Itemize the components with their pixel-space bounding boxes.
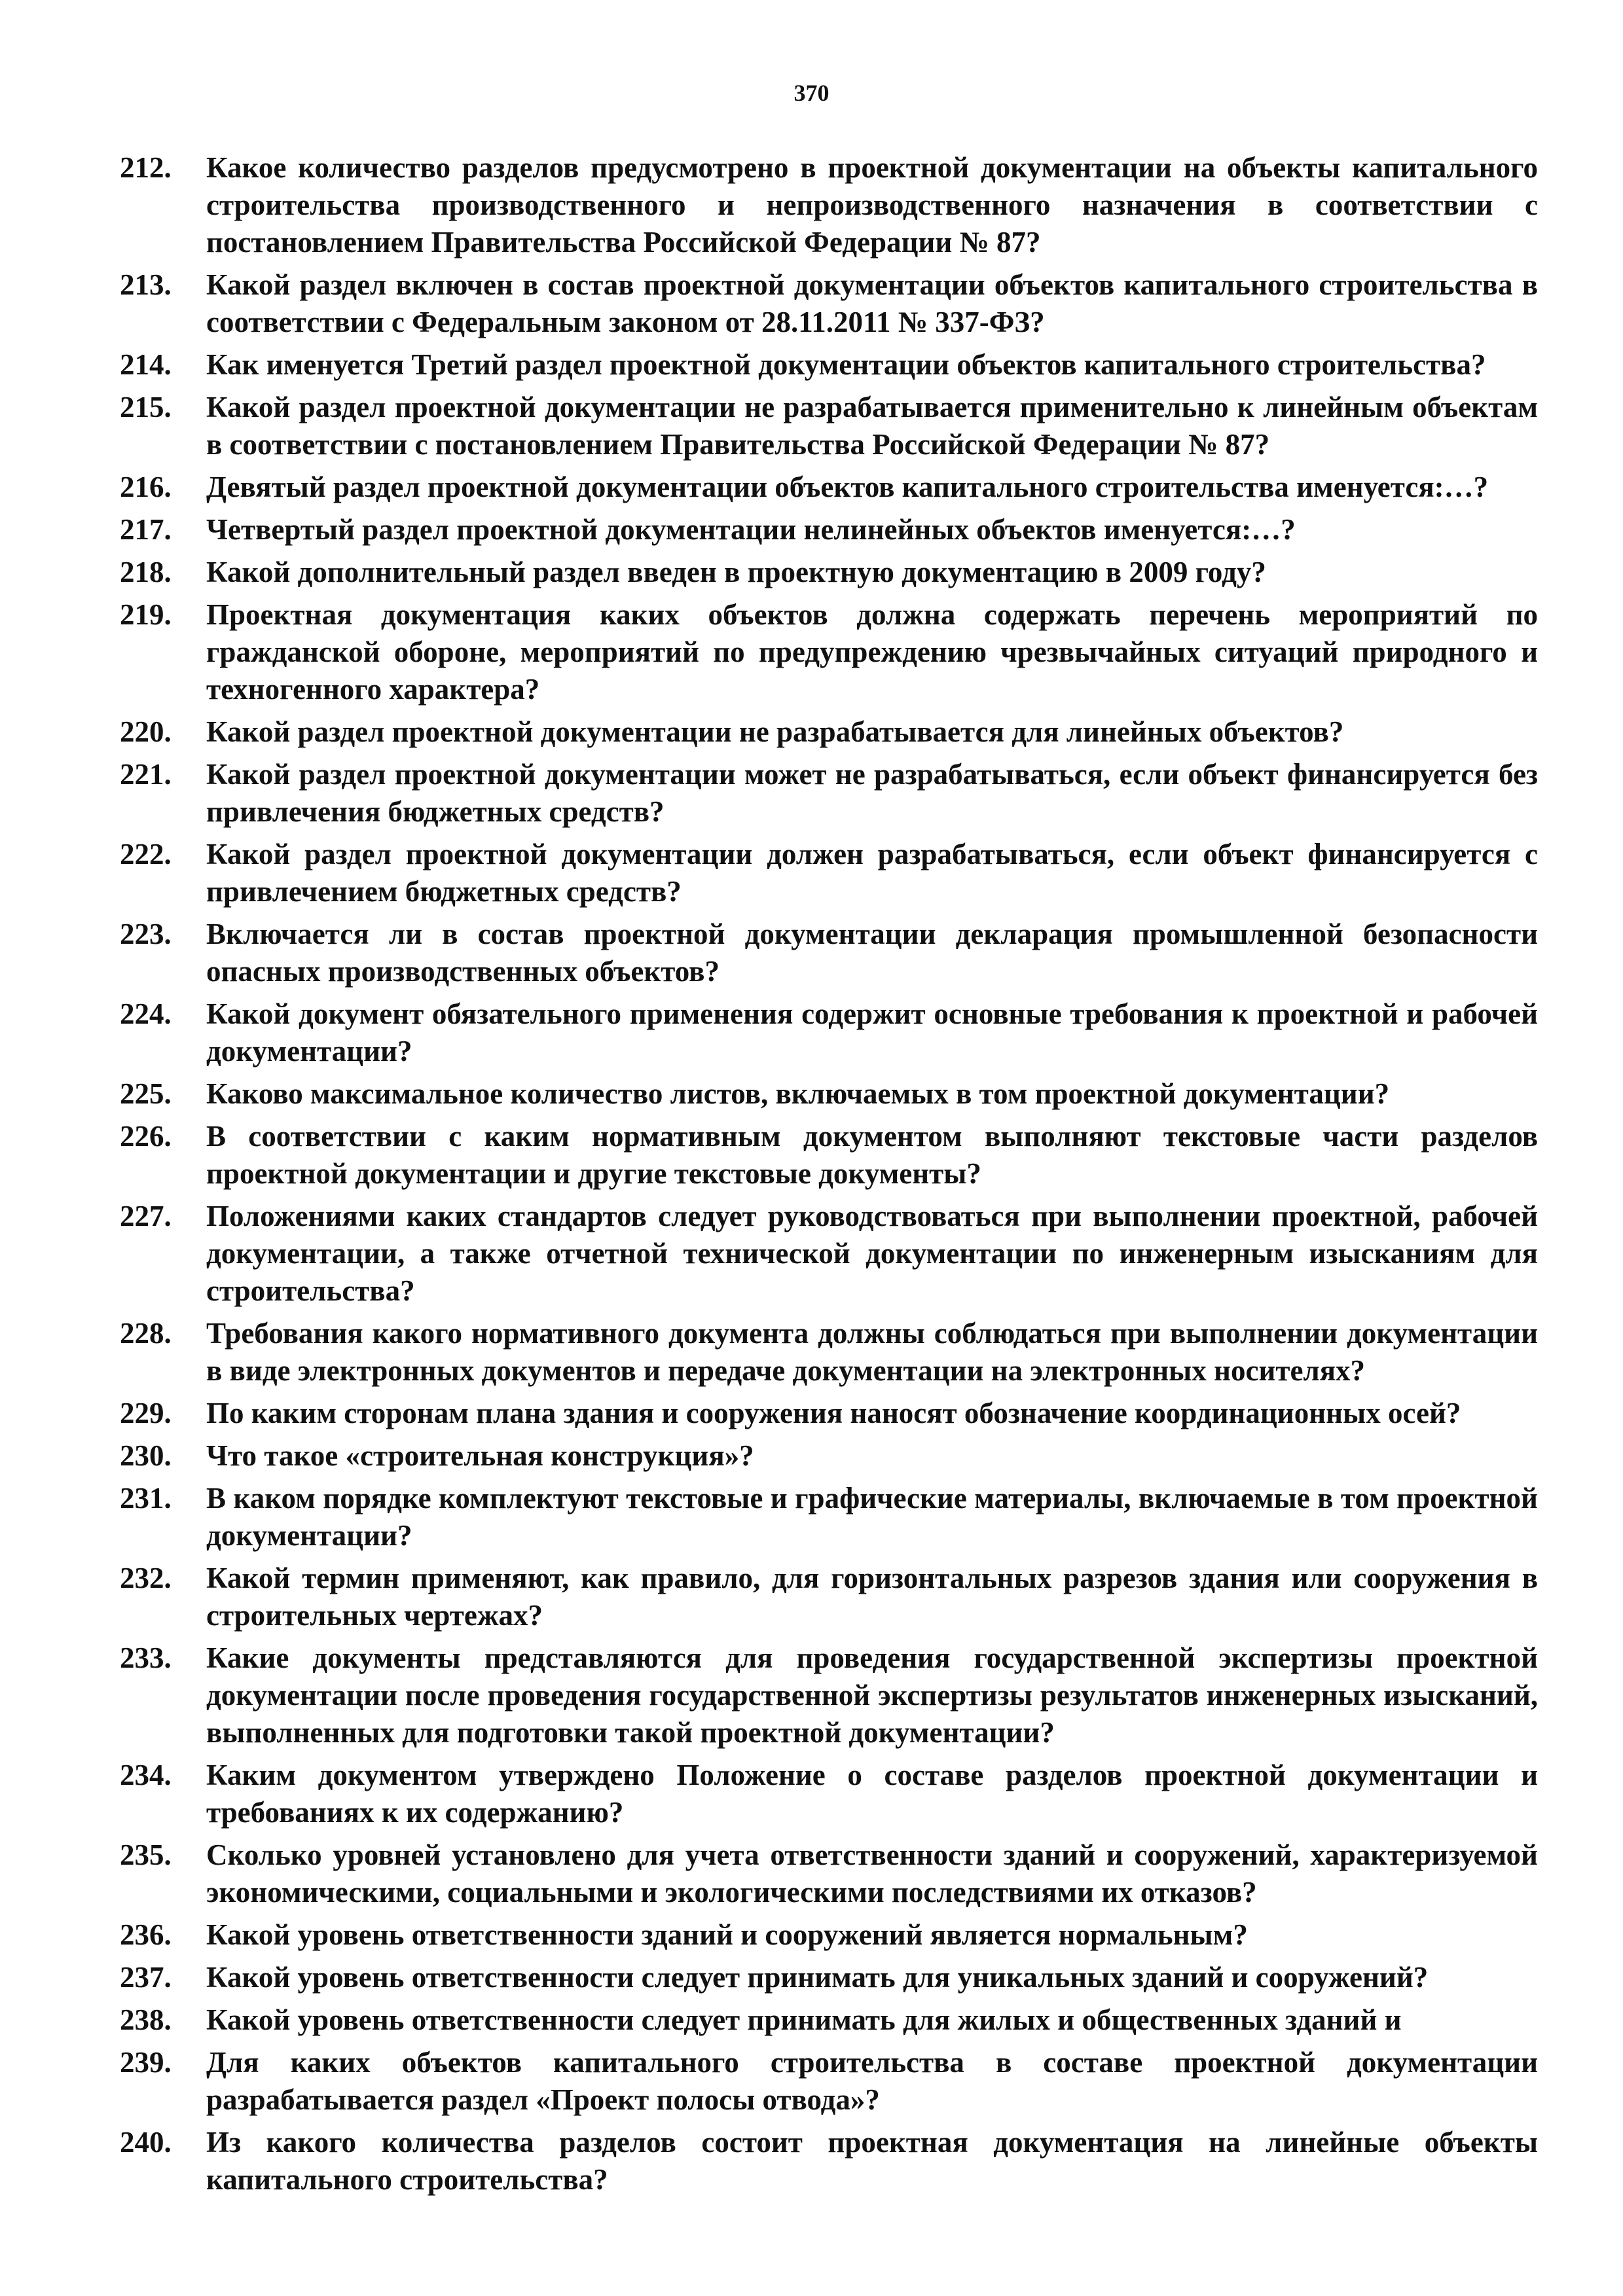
question-number: 240. — [120, 2126, 172, 2159]
question-text: Какой документ обязательного применения содержит основные требования к проектной и рабочей документации? — [206, 997, 1538, 1067]
question-item — [120, 346, 1538, 384]
question-text: Какой термин применяют, как правило, для горизонтальных разрезов здания или сооружения в строительных чертежах? — [206, 1562, 1538, 1632]
question-text: Из какого количества разделов состоит проектная документация на линейные объекты капитального строительства? — [206, 2126, 1538, 2196]
question-text: В каком порядке комплектуют текстовые и графические материалы, включаемые в том проектной документации? — [206, 1482, 1538, 1552]
question-text: Включается ли в состав проектной документации декларация промышленной безопасности опасных производственных объектов? — [206, 918, 1538, 988]
question-item — [120, 836, 1538, 910]
question-number: 213. — [120, 268, 172, 301]
question-number: 230. — [120, 1439, 172, 1472]
question-number: 217. — [120, 513, 172, 546]
question-item — [120, 511, 1538, 548]
question-item — [120, 1075, 1538, 1113]
question-text: Четвертый раздел проектной документации нелинейных объектов именуется:…? — [206, 513, 1296, 546]
question-item — [120, 2001, 1538, 2039]
question-item — [120, 389, 1538, 463]
question-number: 232. — [120, 1562, 172, 1594]
question-number: 236. — [120, 1918, 172, 1951]
question-text: Что такое «строительная конструкция»? — [206, 1439, 754, 1472]
question-item — [120, 996, 1538, 1070]
question-item — [120, 2044, 1538, 2119]
question-text: Для каких объектов капитального строительства в составе проектной документации разрабатывается раздел «Проект полосы отвода»? — [206, 2046, 1538, 2116]
question-number: 228. — [120, 1317, 172, 1350]
question-number: 218. — [120, 556, 172, 588]
question-list — [120, 149, 1538, 2204]
question-item — [120, 596, 1538, 708]
question-item — [120, 916, 1538, 990]
question-item — [120, 1959, 1538, 1996]
question-number: 221. — [120, 758, 172, 791]
question-text: Положениями каких стандартов следует руководствоваться при выполнении проектной, рабочей документации, а также отчетной технической документации по инженерным изысканиям для строительства? — [206, 1200, 1538, 1307]
question-text: Сколько уровней установлено для учета ответственности зданий и сооружений, характеризуемой экономическими, социальными и экологическими последствиями их отказов? — [206, 1839, 1538, 1909]
question-text: Какой уровень ответственности следует принимать для уникальных зданий и сооружений? — [206, 1961, 1429, 1994]
question-number: 220. — [120, 715, 172, 748]
question-text: Какой раздел проектной документации должен разрабатываться, если объект финансируется с привлечением бюджетных средств? — [206, 838, 1538, 908]
question-text: В соответствии с каким нормативным документом выполняют текстовые части разделов проектной документации и другие текстовые документы? — [206, 1120, 1538, 1190]
question-text: Какой раздел проектной документации может не разрабатываться, если объект финансируется без привлечения бюджетных средств? — [206, 758, 1538, 828]
question-number: 224. — [120, 997, 172, 1030]
question-number: 237. — [120, 1961, 172, 1994]
question-text: Девятый раздел проектной документации объектов капитального строительства именуется:…? — [206, 471, 1489, 503]
question-item — [120, 1315, 1538, 1390]
question-item — [120, 2124, 1538, 2198]
question-number: 225. — [120, 1077, 172, 1110]
question-item — [120, 1480, 1538, 1554]
question-item — [120, 149, 1538, 261]
question-number: 223. — [120, 918, 172, 950]
page-number: 370 — [793, 80, 830, 106]
question-number: 233. — [120, 1641, 172, 1674]
question-number: 212. — [120, 151, 172, 184]
question-item — [120, 713, 1538, 751]
question-item — [120, 1757, 1538, 1831]
question-item — [120, 1916, 1538, 1954]
question-item — [120, 469, 1538, 506]
question-text: Каким документом утверждено Положение о составе разделов проектной документации и требованиях к их содержанию? — [206, 1759, 1538, 1829]
question-item — [120, 266, 1538, 341]
question-number: 229. — [120, 1397, 172, 1429]
question-text: Какой раздел проектной документации не разрабатывается применительно к линейным объектам в соответствии с постановлением Правительства Российской Федерации № 87? — [206, 391, 1538, 461]
question-number: 231. — [120, 1482, 172, 1515]
question-number: 215. — [120, 391, 172, 423]
question-item — [120, 1395, 1538, 1432]
question-text: Какой уровень ответственности зданий и сооружений является нормальным? — [206, 1918, 1248, 1951]
question-number: 222. — [120, 838, 172, 870]
question-item — [120, 756, 1538, 831]
question-number: 214. — [120, 348, 172, 381]
question-item — [120, 1118, 1538, 1193]
question-number: 227. — [120, 1200, 172, 1232]
question-item — [120, 1437, 1538, 1475]
question-text: Какой уровень ответственности следует принимать для жилых и общественных зданий и — [206, 2003, 1402, 2036]
question-number: 235. — [120, 1839, 172, 1871]
question-text: Каково максимальное количество листов, включаемых в том проектной документации? — [206, 1077, 1390, 1110]
question-item — [120, 1198, 1538, 1310]
question-text: Проектная документация каких объектов должна содержать перечень мероприятий по гражданской обороне, мероприятий по предупреждению чрезвычайных ситуаций природного и техногенного характера? — [206, 598, 1538, 706]
question-text: Какой раздел проектной документации не разрабатывается для линейных объектов? — [206, 715, 1344, 748]
question-number: 238. — [120, 2003, 172, 2036]
question-number: 234. — [120, 1759, 172, 1791]
question-number: 219. — [120, 598, 172, 631]
question-item — [120, 1560, 1538, 1634]
question-number: 216. — [120, 471, 172, 503]
question-text: Какое количество разделов предусмотрено в проектной документации на объекты капитального строительства производственного и непроизводственного назначения в соответствии с постановлением Правительства Российской Федерации № 87? — [206, 151, 1538, 259]
question-item — [120, 1837, 1538, 1911]
question-number: 226. — [120, 1120, 172, 1153]
question-text: Требования какого нормативного документа должны соблюдаться при выполнении документации в виде электронных документов и передаче документации на электронных носителях? — [206, 1317, 1538, 1387]
question-text: Как именуется Третий раздел проектной документации объектов капитального строительства? — [206, 348, 1486, 381]
question-text: По каким сторонам плана здания и сооружения наносят обозначение координационных осей? — [206, 1397, 1461, 1429]
question-text: Какой дополнительный раздел введен в проектную документацию в 2009 году? — [206, 556, 1266, 588]
question-number: 239. — [120, 2046, 172, 2079]
question-text: Какие документы представляются для проведения государственной экспертизы проектной документации после проведения государственной экспертизы результатов инженерных изысканий, выполненных для подготовки такой проектной документации? — [206, 1641, 1538, 1749]
question-item — [120, 554, 1538, 591]
question-text: Какой раздел включен в состав проектной документации объектов капитального строительства в соответствии с Федеральным законом от 28.11.2011 № 337-ФЗ? — [206, 268, 1538, 338]
question-item — [120, 1640, 1538, 1751]
